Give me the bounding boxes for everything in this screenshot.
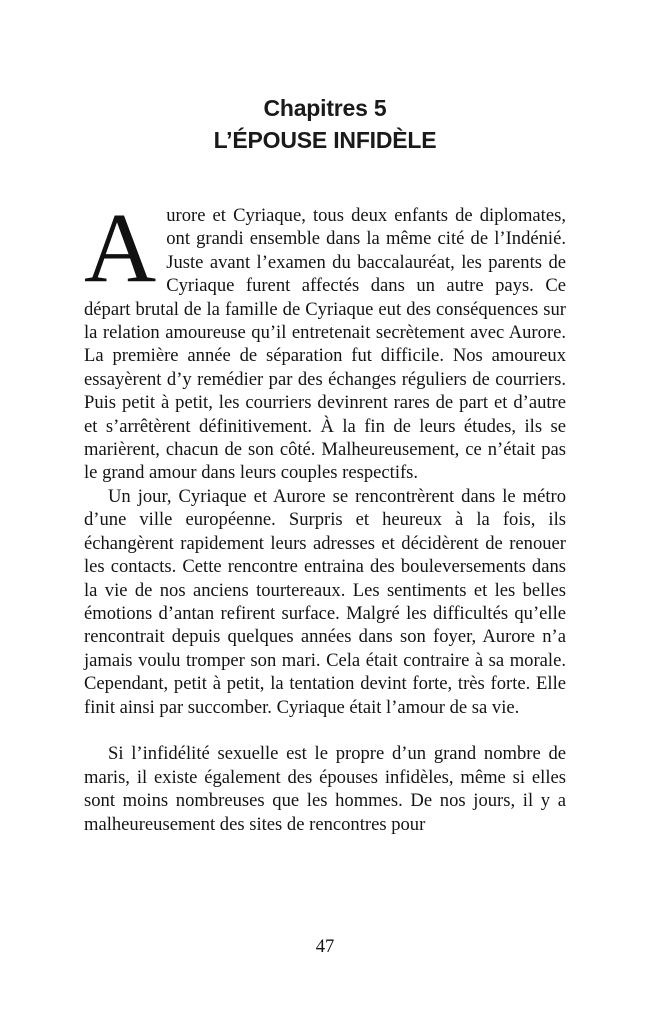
drop-cap-letter: A — [84, 192, 157, 303]
paragraph-2: Un jour, Cyriaque et Aurore se rencontrèrent dans le métro d’une ville européenne. Surpris et heureux à la fois, ils échangèrent rapidement leurs adresses et décidèrent de renouer les contacts. Cette rencontre entraina des bouleversements dans la vie de nos anciens tourtereaux. Les sentiments et les belles émotions d’antan refirent surface. Malgré les difficultés qu’elle rencontrait depuis quelques années dans son foyer, Aurore n’a jamais voulu tromper son mari. Cela était contraire à sa morale. Cependant, petit à petit, la tentation devint forte, très forte. Elle finit ainsi par succomber. Cyriaque était l’amour de sa vie. — [84, 485, 566, 718]
paragraph-3: Si l’infidélité sexuelle est le propre d’un grand nombre de maris, il existe également des épouses infidèles, même si elles sont moins nombreuses que les hommes. De nos jours, il y a malheureusement des sites de rencontres pour — [84, 743, 566, 835]
chapter-title: L’ÉPOUSE INFIDÈLE — [213, 127, 437, 153]
page-number: 47 — [315, 936, 335, 957]
chapter-number: Chapitres 5 — [263, 95, 387, 121]
paragraph-1: urore et Cyriaque, tous deux enfants de diplomates, ont grandi ensemble dans la même cité de l’Indénié. Juste avant l’examen du baccalauréat, les parents de Cyriaque furent affectés dans un autre pays. Ce départ brutal de la famille de Cyriaque eut des conséquences sur la relation amoureuse qu’il entretenait secrètement avec Aurore. La première année de séparation fut difficile. Nos amoureux essayèrent d’y remédier par des échanges réguliers de courriers. Puis petit à petit, les courriers devinrent rares de part et d’autre et s’arrêtèrent définitivement. À la fin de leurs études, ils se marièrent, chacun de son côté. Malheureusement, ce n’était pas le grand amour dans leurs couples respectifs. — [84, 205, 566, 484]
chapter-body — [84, 192, 566, 836]
paragraph-gap — [84, 719, 566, 742]
